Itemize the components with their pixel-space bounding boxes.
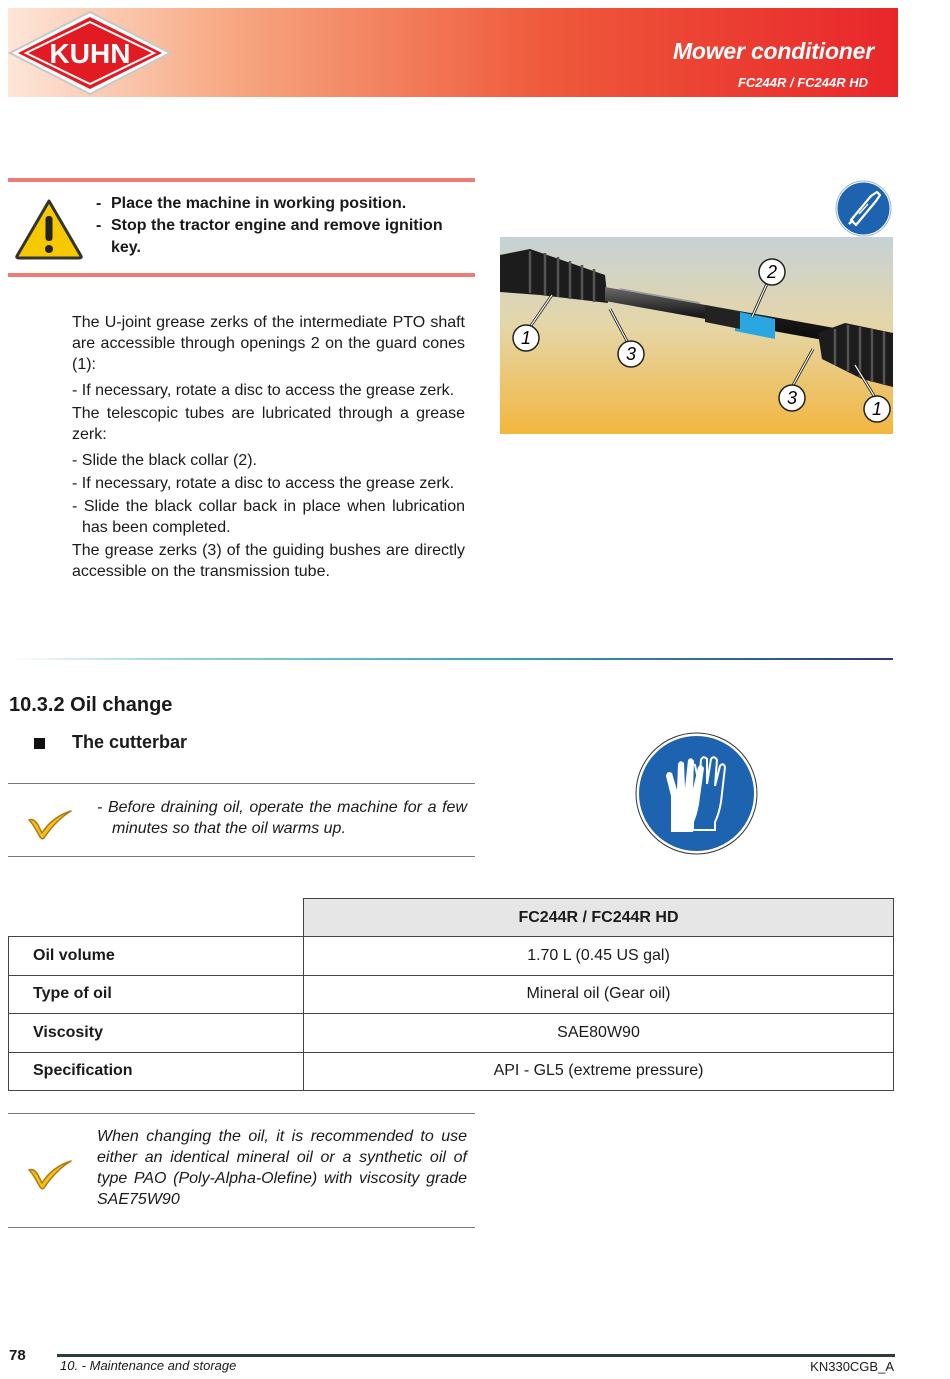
- grease-gun-icon: [835, 180, 892, 237]
- row-value: Mineral oil (Gear oil): [304, 975, 894, 1013]
- note-text: When changing the oil, it is recommended to use either an identical mineral oil or a synthetic oil of type PAO (Poly-Alpha-Olefine) with viscosity grade SAE75W90: [97, 1128, 467, 1208]
- warning-item: - Stop the tractor engine and remove ignition key.: [96, 217, 443, 256]
- row-value: API - GL5 (extreme pressure): [304, 1052, 894, 1090]
- paragraph: The telescopic tubes are lubricated through a grease zerk:: [72, 405, 465, 443]
- note-bottom-rule: [8, 856, 475, 857]
- kuhn-logo: [8, 10, 172, 96]
- bullet-item: - If necessary, rotate a disc to access the grease zerk.: [72, 382, 455, 399]
- note-synthetic-oil: [97, 1126, 467, 1210]
- table-row: [9, 1014, 894, 1052]
- table-corner: [9, 899, 304, 937]
- row-label: Oil volume: [9, 937, 304, 975]
- paragraph: The U-joint grease zerks of the intermediate PTO shaft are accessible through openings 2 on the guard cones (1):: [72, 314, 465, 373]
- footer-chapter: 10. - Maintenance and storage: [60, 1358, 237, 1373]
- callout-label: 3: [625, 344, 637, 364]
- table-row: [9, 975, 894, 1013]
- table-row: [9, 1052, 894, 1090]
- model-subtitle: FC244R / FC244R HD: [737, 75, 868, 90]
- warning-bottom-rule: [8, 273, 475, 277]
- note-top-rule: [8, 1113, 475, 1114]
- callout-label: 1: [520, 328, 532, 348]
- callout-label: 1: [871, 399, 883, 419]
- row-label: Type of oil: [9, 975, 304, 1013]
- row-value: SAE80W90: [304, 1014, 894, 1052]
- square-bullet-icon: [34, 738, 45, 749]
- document-title: Mower conditioner: [672, 38, 874, 64]
- warning-item: - Place the machine in working position.: [96, 195, 407, 212]
- warning-triangle-icon: [14, 198, 84, 260]
- checkmark-icon: [26, 808, 74, 840]
- subsection-heading: The cutterbar: [72, 732, 188, 752]
- note-top-rule: [8, 783, 475, 784]
- logo-text: KUHN: [49, 38, 131, 69]
- paragraph: The grease zerks (3) of the guiding bushes are directly accessible on the transmission tube.: [72, 542, 465, 580]
- oil-spec-table: [8, 898, 894, 1091]
- bullet-item: - Slide the black collar back in place when lubrication has been completed.: [72, 498, 465, 536]
- table-header-row: [9, 899, 894, 937]
- bullet-item: - Slide the black collar (2).: [72, 452, 257, 469]
- footer-reference: KN330CGB_A: [810, 1359, 894, 1374]
- row-label: Specification: [9, 1052, 304, 1090]
- page-number: 78: [9, 1347, 26, 1364]
- warning-list: [96, 193, 471, 259]
- row-label: Viscosity: [9, 1014, 304, 1052]
- row-value: 1.70 L (0.45 US gal): [304, 937, 894, 975]
- checkmark-icon: [26, 1158, 74, 1190]
- note-text: - Before draining oil, operate the machine for a few minutes so that the oil warms up.: [97, 799, 467, 837]
- pto-shaft-photo: [500, 237, 893, 434]
- column-header: FC244R / FC244R HD: [304, 899, 894, 937]
- lubrication-text: [72, 312, 465, 587]
- table-row: [9, 937, 894, 975]
- warning-top-rule: [8, 178, 475, 182]
- note-warmup: [97, 797, 467, 839]
- callout-label: 2: [766, 262, 778, 282]
- note-bottom-rule: [8, 1227, 475, 1228]
- section-divider: [8, 658, 893, 660]
- footer-bar: [57, 1354, 895, 1357]
- gloves-icon: [635, 732, 758, 855]
- section-heading: 10.3.2 Oil change: [9, 694, 173, 716]
- callout-label: 3: [786, 388, 798, 408]
- bullet-item: - If necessary, rotate a disc to access the grease zerk.: [72, 475, 455, 492]
